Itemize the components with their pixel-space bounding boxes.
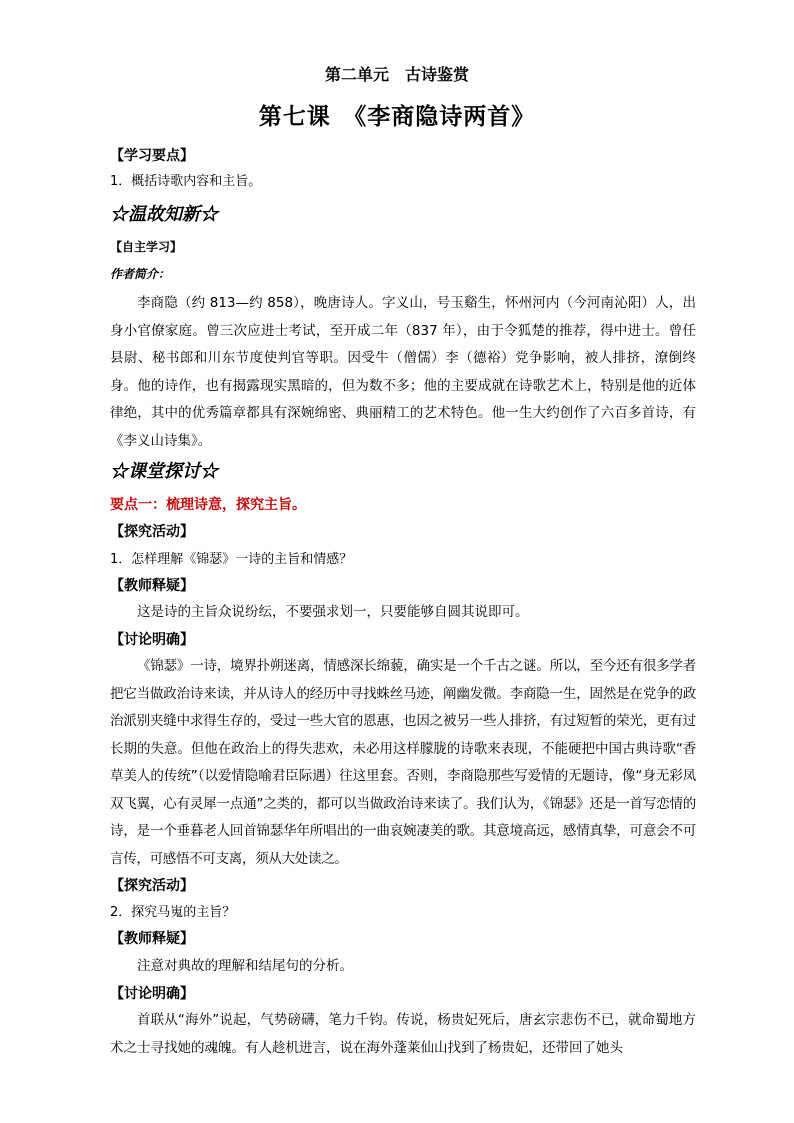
class-discussion-heading: ☆课堂探讨☆ — [110, 461, 218, 482]
activity-label-2: 【探究活动】 — [110, 878, 194, 894]
review-heading: ☆温故知新☆ — [110, 204, 218, 225]
activity-label-1: 【探究活动】 — [110, 524, 194, 540]
question-1: 1．怎样理解《锦瑟》一诗的主旨和情感？ — [110, 552, 353, 567]
author-intro-label: 作者简介： — [110, 267, 171, 281]
discuss-label-1: 【讨论明确】 — [110, 632, 194, 648]
discuss-label-2: 【讨论明确】 — [110, 986, 194, 1002]
lesson-title: 第七课 《李商隐诗两首》 — [258, 104, 536, 130]
unit-title: 第二单元 古诗鉴赏 — [324, 65, 469, 84]
learning-point-1: 1．概括诗歌内容和主旨。 — [110, 174, 262, 189]
key-point-1: 要点一：梳理诗意，探究主旨。 — [110, 497, 306, 513]
teacher-label-1: 【教师释疑】 — [110, 578, 194, 594]
discuss-answer-1: 《锦瑟》一诗，境界扑朔迷离，情感深长绵藐，确实是一个千古之谜。所以，至今还有很多学者把它当做政治诗来读，并从诗人的经历中寻找蛛丝马迹，阐幽发微。李商隐一生，固然是在党争的政治派别夹缝中求得生存的，受过一些大官的恩惠，也因之被另一些人排挤，有过短暂的荣光，更有过长期的失意。但他在政治上的得失悲欢，未必用这样朦胧的诗歌来表现，不能硬把中国古典诗歌“香草美人的传统”（以爱情隐喻君臣际遇）往这里套。否则，李商隐那些写爱情的无题诗，像“身无彩凤双飞翼，心有灵犀一点通”之类的，都可以当做政治诗来读了。我们认为，《锦瑟》还是一首写恋情的诗，是一个垂暮老人回首锦瑟华年所唱出的一曲哀婉凄美的歌。其意境高远，感情真挚，可意会不可言传，可感悟不可支离，须从大处读之。 — [110, 658, 696, 867]
learning-heading: 【学习要点】 — [110, 148, 194, 164]
question-2: 2．探究马嵬的主旨？ — [110, 905, 236, 920]
self-study-label: 【自主学习】 — [110, 240, 183, 254]
author-paragraph: 李商隐（约 813—约 858），晚唐诗人。字义山，号玉谿生，怀州河内（今河南沁阳）人，出身小官僚家庭。曾三次应进士考试，至开成二年（837 年），由于令狐楚的推荐，得中进士。曾任县尉、秘书郎和川东节度使判官等职。因受牛（僧儒）李（德裕）党争影响，被人排挤，潦倒终身。他的诗作，也有揭露现实黑暗的，但为数不多；他的主要成就在诗歌艺术上，特别是他的近体律绝，其中的优秀篇章都具有深婉绵密、典丽精工的艺术特色。他一生大约创作了六百多首诗，有《李义山诗集》。 — [110, 295, 696, 449]
teacher-answer-2: 注意对典故的理解和结尾句的分析。 — [137, 958, 353, 974]
discuss-answer-2: 首联从“海外”说起，气势磅礴，笔力千钧。传说，杨贵妃死后，唐玄宗悲伤不已，就命蜀地方术之士寻找她的魂魄。有人趁机进言，说在海外蓬莱仙山找到了杨贵妃，还带回了她头 — [110, 1012, 696, 1056]
teacher-answer-1: 这是诗的主旨众说纷纭，不要强求划一，只要能够自圆其说即可。 — [137, 604, 529, 620]
teacher-label-2: 【教师释疑】 — [110, 931, 194, 947]
